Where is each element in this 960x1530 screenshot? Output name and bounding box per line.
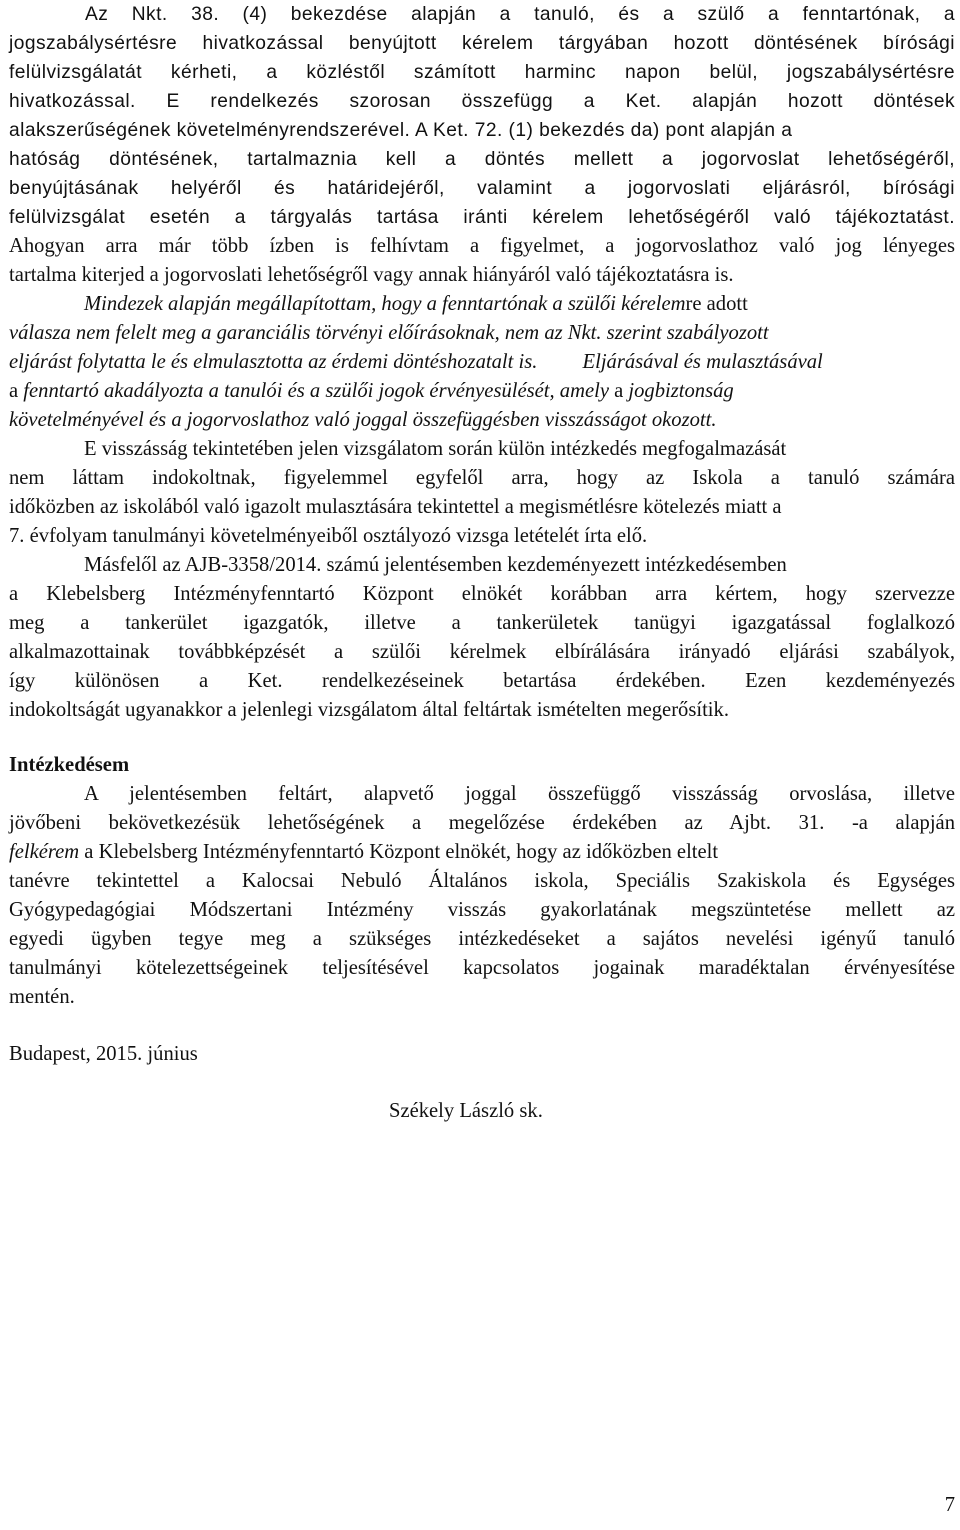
text-line: 7. évfolyam tanulmányi követelményeiből osztályozó vizsga letételét írta elő. — [9, 525, 648, 547]
text-line: felülvizsgálatát kérheti, a közléstől számított harminc napon belül, jogszabálysértésre — [9, 62, 955, 83]
text-segment: (1) bekezdés da) pont alapján a — [502, 120, 793, 141]
text-line: meg a tankerület igazgatók, illetve a tankerületek tanügyi igazgatással foglalkozó — [9, 612, 955, 634]
text-segment: re adott — [685, 293, 748, 315]
text-line: Másfelől az AJB-3358/2014. számú jelentésemben kezdeményezett intézkedésemben — [84, 554, 787, 576]
spacer — [9, 1069, 955, 1097]
document-page — [9, 0, 955, 1126]
text-line: követelményével és a jogorvoslathoz való joggal összefüggésben visszásságot okozott. — [9, 409, 717, 431]
text-line: mentén. — [9, 986, 75, 1008]
paragraph-legal-basis — [9, 0, 955, 232]
place-date: Budapest, 2015. június — [9, 1043, 198, 1065]
text-line — [9, 377, 955, 406]
text-line — [9, 116, 955, 145]
spacer — [9, 725, 955, 751]
paragraph-finding — [9, 290, 955, 435]
text-line: tartalma kiterjed a jogorvoslati lehetőségről vagy annak hiányáról való tájékoztatásra is. — [9, 264, 734, 286]
signature: Székely László sk. — [389, 1100, 543, 1122]
text-line: Az Nkt. 38. (4) bekezdése alapján a tanuló, és a szülő a fenntartónak, a — [85, 4, 955, 25]
text-line: tanulmányi kötelezettségeinek teljesítésével kapcsolatos jogainak maradéktalan érvényesítése — [9, 957, 955, 979]
text-segment: eljárást folytatta le és elmulasztotta az érdemi döntéshozatalt is. — [9, 351, 543, 373]
text-segment: fenntartó akadályozta a tanulói és a szülői jogok érvényesülését, amely — [23, 380, 609, 402]
text-line: egyedi ügyben tegye meg a szükséges intézkedéseket a sajátos nevelési igényű tanuló — [9, 928, 955, 950]
text-segment: alakszerűségének követelményrendszerével. A Ket. 72. — [9, 120, 503, 141]
paragraph-previous-report — [9, 551, 955, 725]
text-line: indokoltságát ugyanakkor a jelenlegi vizsgálatom által feltártak ismételten megerősítik. — [9, 699, 729, 721]
text-line: időközben az iskolából való igazolt mulasztására tekintettel a megismétlésre kötelezés miatt a — [9, 496, 782, 518]
paragraph-remedy-info — [9, 232, 955, 290]
text-line: így különösen a Ket. rendelkezéseinek betartása érdekében. Ezen kezdeményezés — [9, 670, 955, 692]
paragraph-measure — [9, 780, 955, 1012]
text-segment: jogbiztonság — [628, 380, 734, 402]
text-line: Ahogyan arra már több ízben is felhívtam a figyelmet, a jogorvoslathoz való jog lényeges — [9, 235, 955, 257]
text-line: nem láttam indokoltnak, figyelemmel egyfelől arra, hogy az Iskola a tanuló számára — [9, 467, 955, 489]
text-segment: a — [9, 380, 24, 402]
text-line: jövőbeni bekövetkezésük lehetőségének a megelőzése érdekében az Ajbt. 31. -a alapján — [9, 812, 955, 834]
text-line: a Klebelsberg Intézményfenntartó Központ elnökét korábban arra kértem, hogy szervezze — [9, 583, 955, 605]
text-line: alkalmazottainak továbbképzését a szülői kérelmek elbírálására irányadó eljárási szabályok, — [9, 641, 955, 663]
text-segment: felkérem — [9, 841, 80, 863]
text-line: Gyógypedagógiai Módszertani Intézmény visszás gyakorlatának megszüntetése mellett az — [9, 899, 955, 921]
text-segment: a Klebelsberg Intézményfenntartó Központ elnökét, hogy az időközben eltelt — [79, 841, 719, 863]
text-line — [9, 838, 955, 867]
text-line: tanévre tekintettel a Kalocsai Nebuló Általános iskola, Speciális Szakiskola és Egységes — [9, 870, 955, 892]
text-segment: Eljárásával és mulasztásával — [582, 351, 823, 373]
text-line: A jelentésemben feltárt, alapvető joggal összefüggő visszásság orvoslása, illetve — [84, 783, 955, 805]
text-line — [9, 348, 955, 377]
text-line: benyújtásának helyéről és határidejéről, valamint a jogorvoslati eljárásról, bírósági — [9, 178, 955, 199]
text-line: hivatkozással. E rendelkezés szorosan összefügg a Ket. alapján hozott döntések — [9, 91, 955, 112]
spacer — [9, 1012, 955, 1040]
text-line: felülvizsgálat esetén a tárgyalás tartása iránti kérelem lehetőségéről való tájékoztatást. — [9, 207, 955, 228]
page-number: 7 — [944, 1494, 955, 1516]
section-heading: Intézkedésem — [9, 754, 130, 776]
text-line: E visszásság tekintetében jelen vizsgálatom során külön intézkedés megfogalmazását — [84, 438, 787, 460]
text-line: válasza nem felelt meg a garanciális törvényi előírásoknak, nem az Nkt. szerint szabályozott — [9, 322, 769, 344]
text-line — [9, 290, 955, 319]
text-segment: a — [608, 380, 629, 402]
paragraph-no-measure — [9, 435, 955, 551]
text-line: jogszabálysértésre hivatkozással benyújtott kérelem tárgyában hozott döntésének bírósági — [9, 33, 955, 54]
text-line: hatóság döntésének, tartalmaznia kell a döntés mellett a jogorvoslat lehetőségéről, — [9, 149, 955, 170]
text-segment: Mindezek alapján megállapítottam, hogy a fenntartónak a szülői kérelem — [84, 293, 686, 315]
